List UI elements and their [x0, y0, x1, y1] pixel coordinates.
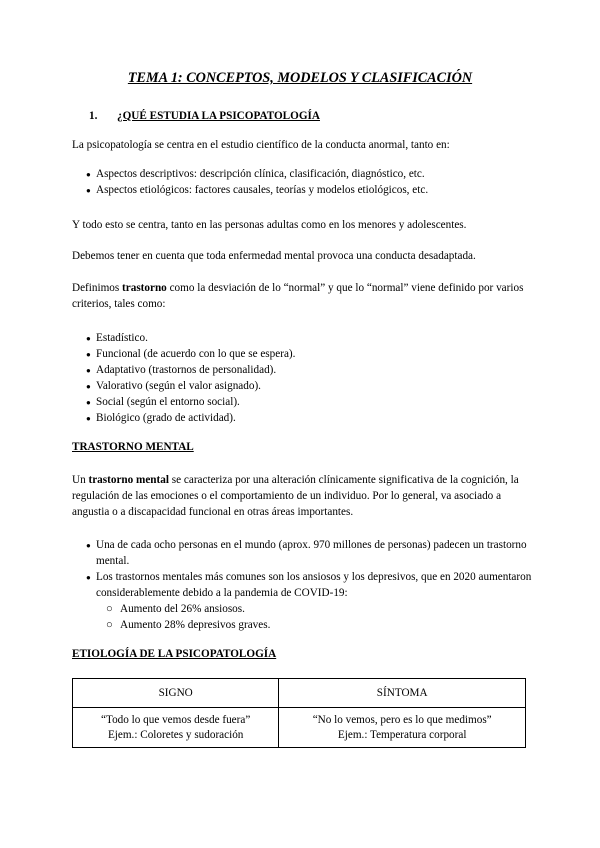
- facts-list: [72, 537, 532, 633]
- list-item: ● Funcional (de acuerdo con lo que se espera).: [72, 346, 532, 362]
- bullet-icon: [90, 410, 95, 427]
- trastorno-paragraph: Un trastorno mental se caracteriza por una alteración clínicamente significativa de la cognición, la regulación de las emociones o el comportamiento de un individuo. Por lo general, va asociado a angustia o a discapacidad funcional en otras áreas importantes.: [72, 474, 519, 518]
- section-title: ¿QUÉ ESTUDIA LA PSICOPATOLOGÍA: [117, 110, 320, 122]
- aspects-list: [72, 166, 532, 198]
- section-heading: [89, 110, 320, 122]
- list-item: ● Social (según el entorno social).: [72, 394, 532, 410]
- list-item: ○ Aumento del 26% ansiosos.: [106, 603, 245, 615]
- heading-etiologia: ETIOLOGÍA DE LA PSICOPATOLOGÍA: [72, 648, 277, 660]
- covid-sublist: [72, 601, 532, 633]
- table-cell: “No lo vemos, pero es lo que medimos” Ejem.: Temperatura corporal: [279, 708, 526, 748]
- list-item: ● Valorativo (según el valor asignado).: [72, 378, 532, 394]
- table-cell: “Todo lo que vemos desde fuera” Ejem.: Coloretes y sudoración: [73, 708, 279, 748]
- term-trastorno: trastorno: [122, 282, 167, 294]
- header-cell: SÍNTOMA: [279, 679, 526, 708]
- bullet-icon: [90, 166, 95, 183]
- circle-bullet-icon: ○: [106, 603, 113, 615]
- bullet-icon: [90, 182, 95, 199]
- adults-paragraph: Y todo esto se centra, tanto en las personas adultas como en los menores y adolescentes.: [72, 219, 467, 231]
- heading-trastorno-mental: TRASTORNO MENTAL: [72, 441, 194, 453]
- list-item: ● Biológico (grado de actividad).: [72, 410, 532, 426]
- table-row: [73, 708, 526, 748]
- list-item: ● Estadístico.: [72, 330, 532, 346]
- intro-paragraph: La psicopatología se centra en el estudio científico de la conducta anormal, tanto en:: [72, 139, 450, 151]
- bullet-icon: [90, 330, 95, 347]
- signo-sintoma-table: [72, 678, 526, 748]
- list-item: ● Una de cada ocho personas en el mundo (aprox. 970 millones de personas) padecen un trastorno mental.: [72, 537, 532, 569]
- header-cell: SIGNO: [73, 679, 279, 708]
- criteria-list: [72, 330, 532, 426]
- mental-illness-paragraph: Debemos tener en cuenta que toda enfermedad mental provoca una conducta desadaptada.: [72, 250, 476, 262]
- list-item: ● Aspectos etiológicos: factores causales, teorías y modelos etiológicos, etc.: [72, 182, 532, 198]
- bullet-icon: [90, 378, 95, 395]
- document-title: TEMA 1: CONCEPTOS, MODELOS Y CLASIFICACIÓN: [127, 70, 473, 86]
- bullet-icon: [90, 537, 95, 554]
- section-number: 1.: [89, 110, 98, 122]
- bullet-icon: [90, 362, 95, 379]
- list-item: ● Aspectos descriptivos: descripción clínica, clasificación, diagnóstico, etc.: [72, 166, 532, 182]
- definition-paragraph: Definimos trastorno como la desviación de lo “normal” y que lo “normal” viene definido por varios criterios, tales como:: [72, 282, 524, 310]
- bullet-icon: [90, 569, 95, 586]
- bullet-icon: [90, 346, 95, 363]
- bullet-icon: [90, 394, 95, 411]
- table-header-row: [73, 679, 526, 708]
- circle-bullet-icon: ○: [106, 619, 113, 631]
- term-trastorno-mental: trastorno mental: [88, 474, 169, 486]
- list-item: ○ Aumento 28% depresivos graves.: [106, 619, 271, 631]
- list-item: ● Adaptativo (trastornos de personalidad).: [72, 362, 532, 378]
- list-item: ● Los trastornos mentales más comunes son los ansiosos y los depresivos, que en 2020 aumentaron considerablemente debido a la pandemia de COVID-19: ○ Aumento del 26% ansiosos. ○ Aumento 28% depresivos graves.: [72, 569, 532, 633]
